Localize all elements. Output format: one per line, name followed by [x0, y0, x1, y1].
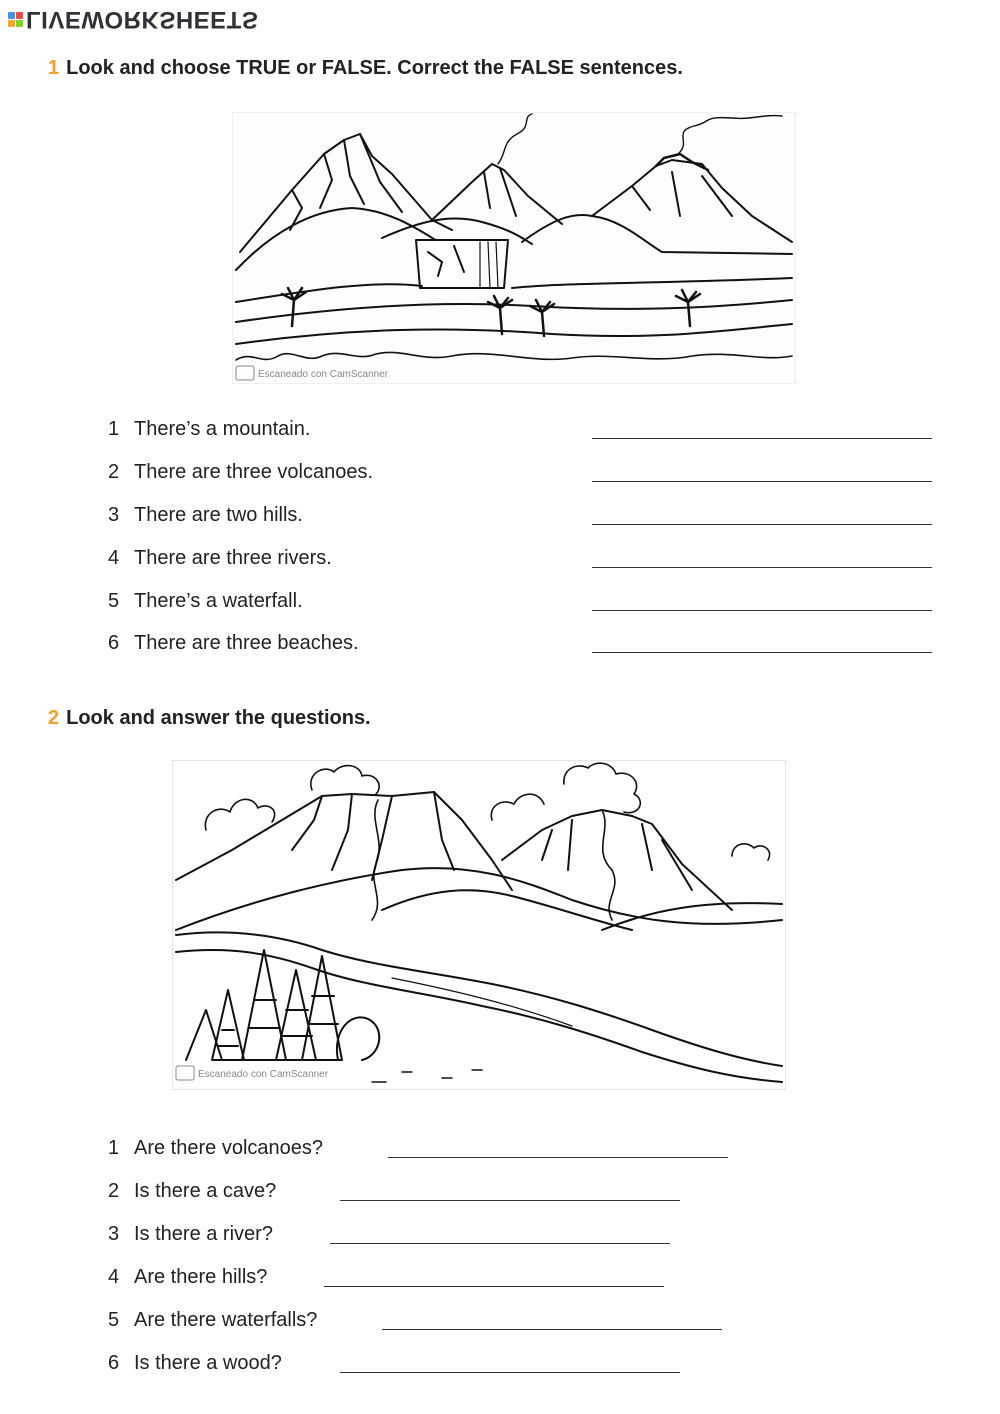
- answer-line[interactable]: [340, 1200, 680, 1201]
- sentence-row: [108, 502, 303, 528]
- sentence-text: There’s a mountain.: [134, 418, 311, 440]
- question-row: [108, 1221, 273, 1247]
- question-text: Is there a wood?: [134, 1352, 282, 1374]
- question-row: [108, 1135, 323, 1161]
- sentence-number: 5: [108, 590, 120, 612]
- sentence-number: 4: [108, 547, 120, 569]
- answer-line[interactable]: [592, 481, 932, 482]
- question-number: 1: [108, 1137, 120, 1159]
- sentence-row: [108, 545, 332, 571]
- answer-line[interactable]: [340, 1372, 680, 1373]
- question-text: Are there hills?: [134, 1266, 268, 1288]
- sentence-text: There’s a waterfall.: [134, 590, 303, 612]
- question-row: [108, 1350, 282, 1376]
- exercise-2-heading: [48, 707, 371, 730]
- exercise-1-heading: [48, 57, 683, 80]
- sentence-number: 6: [108, 632, 120, 654]
- answer-line[interactable]: [330, 1243, 670, 1244]
- landscape-picture-2: [172, 760, 786, 1090]
- answer-line[interactable]: [592, 524, 932, 525]
- sentence-number: 1: [108, 418, 120, 440]
- question-number: 6: [108, 1352, 120, 1374]
- sentence-text: There are two hills.: [134, 504, 303, 526]
- sentence-row: [108, 416, 310, 442]
- answer-line[interactable]: [388, 1157, 728, 1158]
- sentence-number: 3: [108, 504, 120, 526]
- sentence-row: [108, 588, 303, 614]
- answer-line[interactable]: [592, 610, 932, 611]
- question-text: Is there a river?: [134, 1223, 273, 1245]
- exercise-1-instruction: Look and choose TRUE or FALSE. Correct the FALSE sentences.: [66, 57, 683, 79]
- sentence-text: There are three rivers.: [134, 547, 332, 569]
- question-number: 5: [108, 1309, 120, 1331]
- answer-line[interactable]: [592, 567, 932, 568]
- sentence-text: There are three beaches.: [134, 632, 359, 654]
- answer-line[interactable]: [382, 1329, 722, 1330]
- answer-line[interactable]: [324, 1286, 664, 1287]
- scanner-watermark-2: Escaneado con CamScanner: [198, 1069, 329, 1080]
- question-row: [108, 1178, 276, 1204]
- logo[interactable]: [8, 6, 258, 32]
- scanner-watermark-1: Escaneado con CamScanner: [258, 369, 389, 380]
- exercise-2-instruction: Look and answer the questions.: [66, 707, 371, 729]
- logo-blocks-icon: [8, 12, 23, 27]
- answer-line[interactable]: [592, 652, 932, 653]
- exercise-1-number: 1: [48, 57, 60, 79]
- question-text: Are there volcanoes?: [134, 1137, 324, 1159]
- question-number: 4: [108, 1266, 120, 1288]
- sentence-row: [108, 630, 359, 656]
- question-text: Are there waterfalls?: [134, 1309, 318, 1331]
- sentence-text: There are three volcanoes.: [134, 461, 374, 483]
- question-row: [108, 1264, 267, 1290]
- question-number: 3: [108, 1223, 120, 1245]
- question-row: [108, 1307, 317, 1333]
- answer-line[interactable]: [592, 438, 932, 439]
- logo-text: LIVEWORKSHEETS: [26, 6, 259, 33]
- landscape-picture-1: [232, 112, 796, 384]
- question-number: 2: [108, 1180, 120, 1202]
- sentence-number: 2: [108, 461, 120, 483]
- sentence-row: [108, 459, 373, 485]
- exercise-2-number: 2: [48, 707, 60, 729]
- question-text: Is there a cave?: [134, 1180, 277, 1202]
